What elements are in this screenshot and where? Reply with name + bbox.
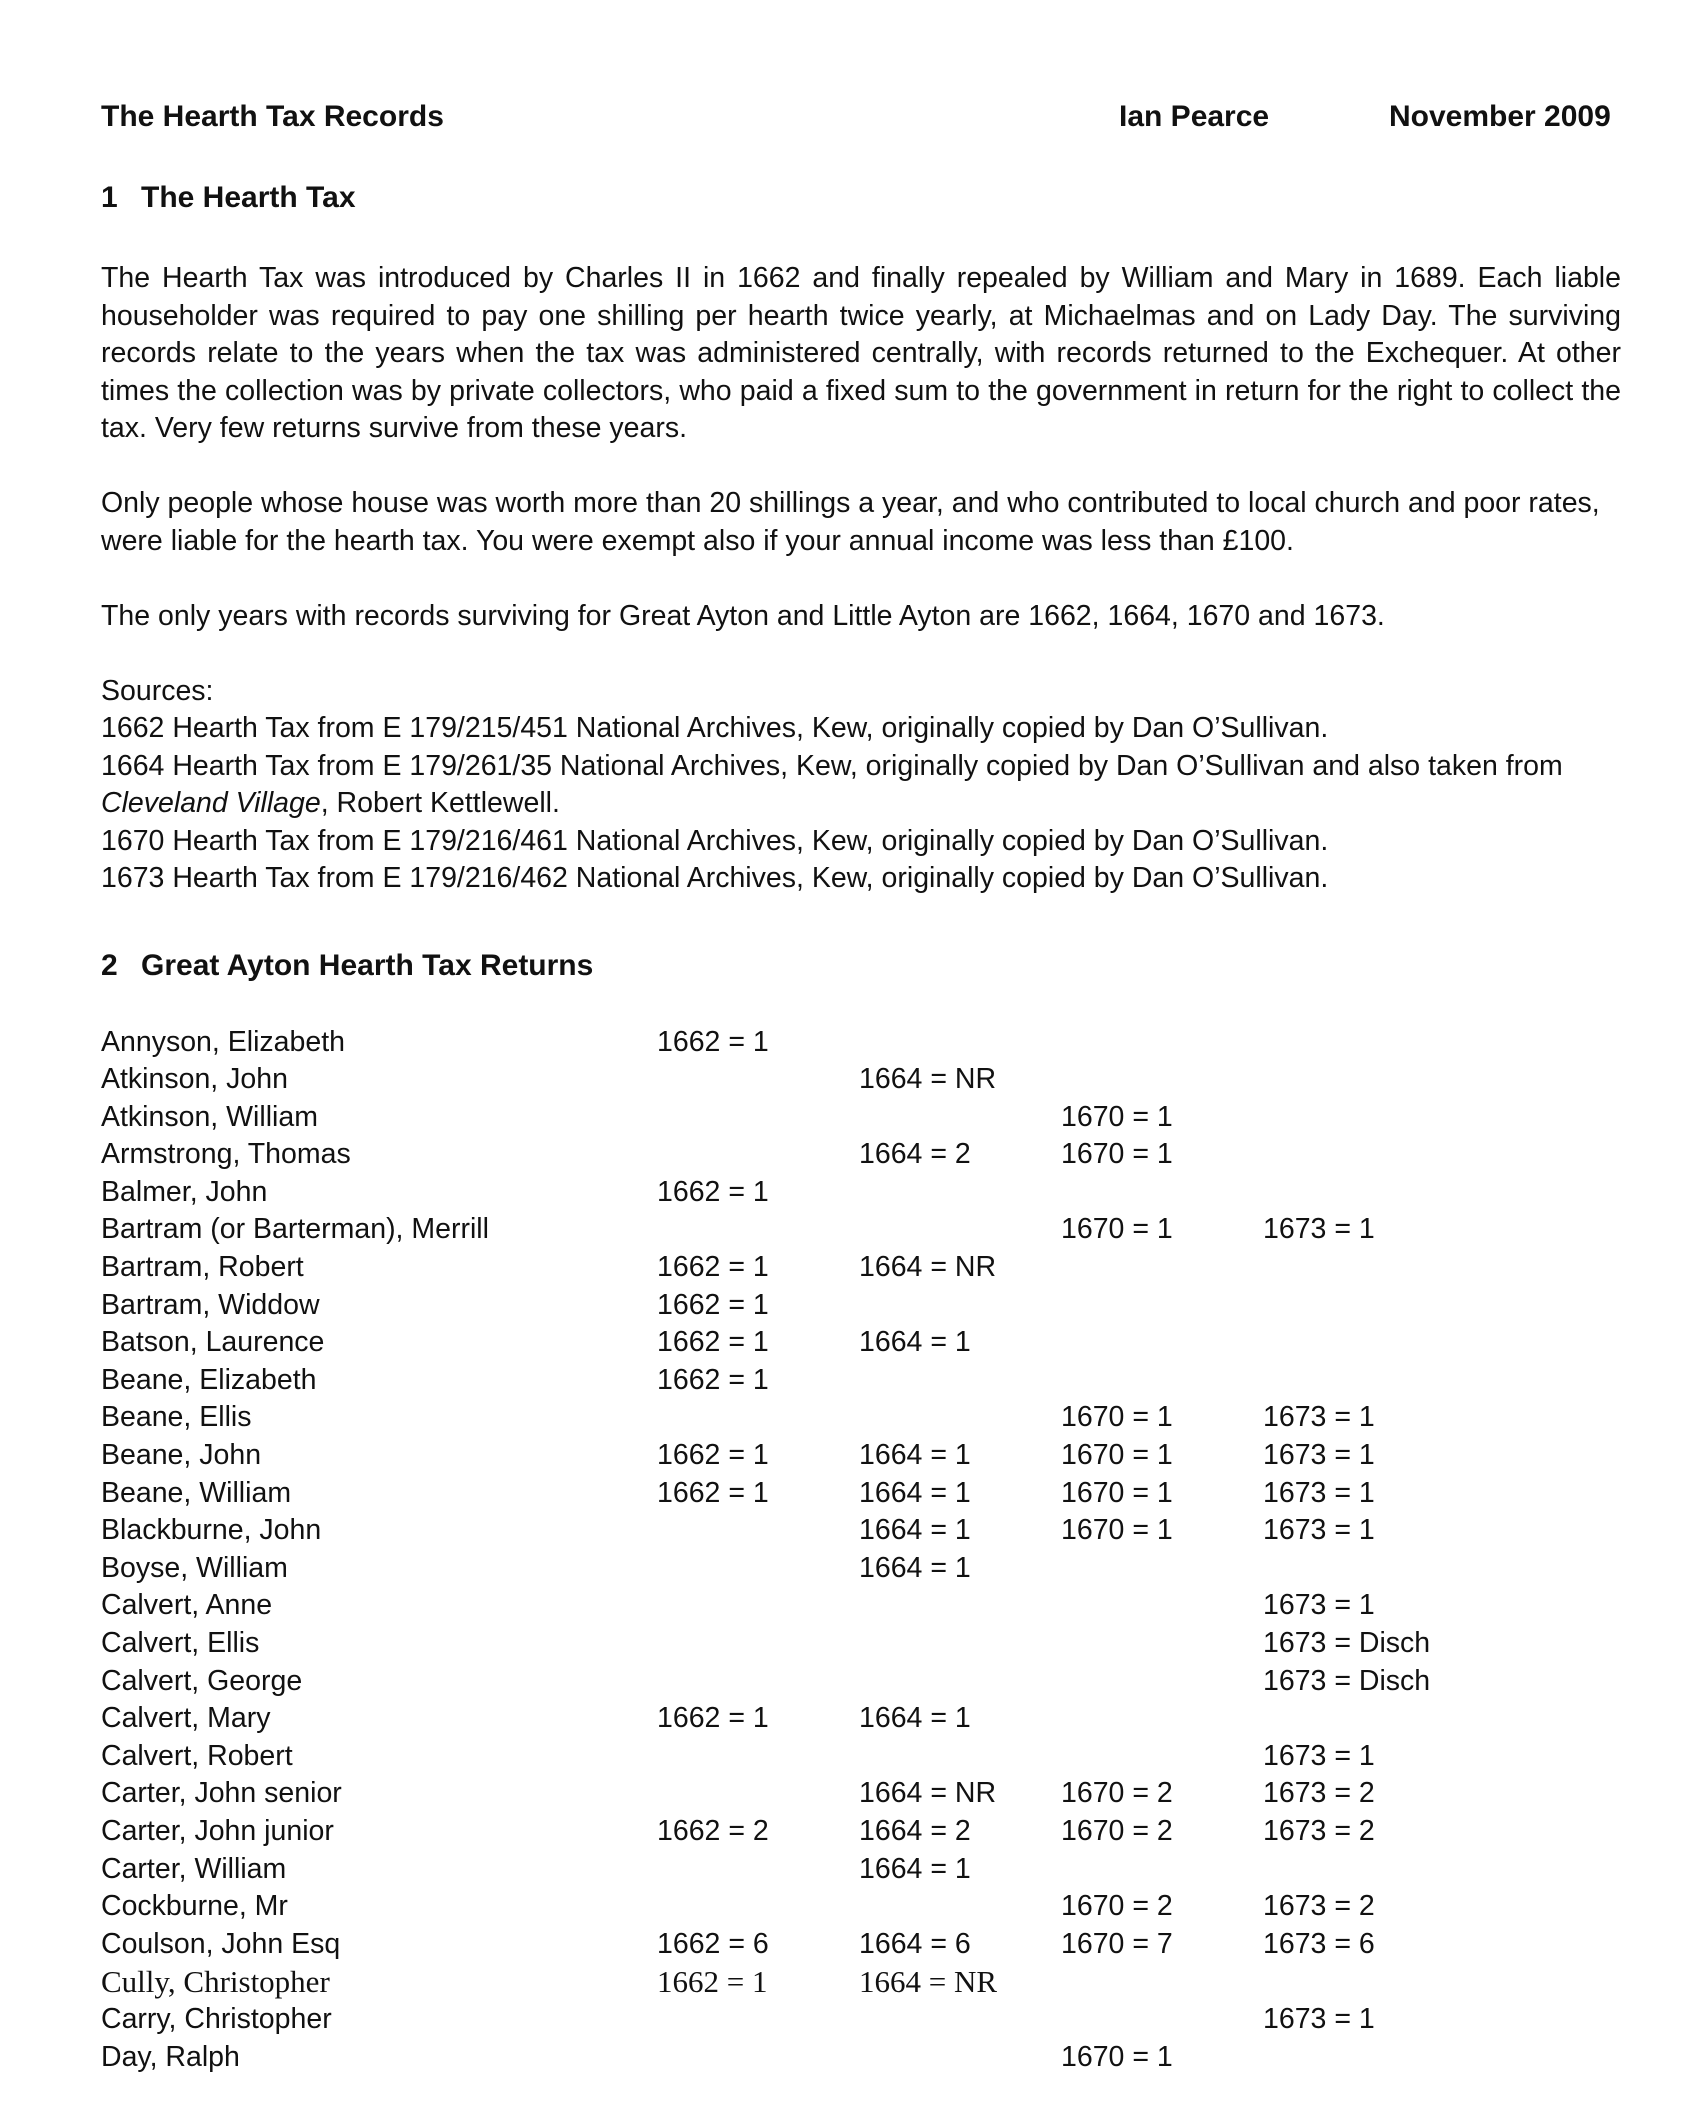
hearths-1670 bbox=[1061, 1174, 1263, 1212]
hearths-1662: 1662 = 1 bbox=[657, 1476, 769, 1509]
hearths-1662: 1662 = 1 bbox=[657, 1439, 769, 1472]
table-row bbox=[101, 1888, 1513, 1926]
householder-name: Beane, Ellis bbox=[101, 1401, 252, 1434]
hearths-1673: 1673 = 2 bbox=[1263, 1814, 1375, 1847]
householder-name: Beane, Elizabeth bbox=[101, 1363, 317, 1396]
hearths-1670 bbox=[1061, 1061, 1263, 1099]
householder-name: Carter, John junior bbox=[101, 1814, 334, 1847]
hearths-1664: 1664 = 6 bbox=[859, 1927, 971, 1960]
householder-name: Atkinson, John bbox=[101, 1063, 288, 1096]
returns-table-body bbox=[101, 1024, 1513, 2077]
hearths-1673: 1673 = 1 bbox=[1263, 2002, 1375, 2035]
hearths-1662: 1662 = 1 bbox=[657, 1175, 769, 1208]
hearths-1662 bbox=[657, 1512, 859, 1550]
hearths-1662 bbox=[657, 1211, 859, 1249]
table-row bbox=[101, 1738, 1513, 1776]
hearths-1673 bbox=[1263, 1249, 1513, 1287]
householder-name: Coulson, John Esq bbox=[101, 1927, 341, 1960]
hearths-1664 bbox=[859, 1587, 1061, 1625]
hearths-1664 bbox=[859, 1024, 1061, 1062]
section-1-title: The Hearth Tax bbox=[141, 181, 356, 214]
hearths-1662 bbox=[657, 1099, 859, 1137]
householder-name: Carter, William bbox=[101, 1852, 287, 1885]
table-row bbox=[101, 1963, 1513, 2001]
hearths-1673 bbox=[1263, 1851, 1513, 1889]
table-row bbox=[101, 1851, 1513, 1889]
householder-name: Calvert, Mary bbox=[101, 1702, 271, 1735]
hearths-1664 bbox=[859, 1362, 1061, 1400]
hearths-1662 bbox=[657, 1550, 859, 1588]
document-header bbox=[101, 100, 1621, 148]
hearths-1662 bbox=[657, 1888, 859, 1926]
table-row bbox=[101, 1587, 1513, 1625]
hearths-1670: 1670 = 2 bbox=[1061, 1814, 1173, 1847]
hearths-1670: 1670 = 1 bbox=[1061, 1213, 1173, 1246]
householder-name: Calvert, Ellis bbox=[101, 1627, 260, 1659]
householder-name: Cockburne, Mr bbox=[101, 1890, 288, 1923]
table-row bbox=[101, 1700, 1513, 1738]
table-row bbox=[101, 1099, 1513, 1137]
householder-name: Batson, Laurence bbox=[101, 1326, 325, 1359]
liability-paragraph: Only people whose house was worth more than 20 shillings a year, and who contributed to local church and poor rates, were liable for the hearth tax. You were exempt also if your annual income was less than £100. bbox=[101, 487, 1600, 557]
hearths-1664 bbox=[859, 1399, 1061, 1437]
householder-name: Blackburne, John bbox=[101, 1514, 322, 1547]
hearths-1662 bbox=[657, 1587, 859, 1625]
hearths-1664: 1664 = NR bbox=[859, 1964, 998, 2000]
table-row bbox=[101, 1813, 1513, 1851]
hearths-1673 bbox=[1263, 2039, 1513, 2077]
hearths-1670 bbox=[1061, 1700, 1263, 1738]
hearths-1673: 1673 = Disch bbox=[1263, 1664, 1431, 1697]
hearths-1664 bbox=[859, 1287, 1061, 1325]
hearths-1664 bbox=[859, 1174, 1061, 1212]
householder-name: Cully, Christopher bbox=[101, 1964, 330, 2000]
hearths-1670 bbox=[1061, 1738, 1263, 1776]
hearths-1664 bbox=[859, 1663, 1061, 1701]
hearths-1673: 1673 = 1 bbox=[1263, 1514, 1375, 1547]
hearths-1673 bbox=[1263, 1061, 1513, 1099]
hearths-1662: 1662 = 1 bbox=[657, 1363, 769, 1396]
householder-name: Boyse, William bbox=[101, 1551, 288, 1584]
hearths-1662: 1662 = 1 bbox=[657, 1326, 769, 1359]
table-row bbox=[101, 2039, 1513, 2077]
hearths-1673 bbox=[1263, 1024, 1513, 1062]
table-row bbox=[101, 1437, 1513, 1475]
table-row bbox=[101, 1625, 1513, 1663]
hearths-1673: 1673 = 1 bbox=[1263, 1476, 1375, 1509]
hearths-1664 bbox=[859, 1099, 1061, 1137]
hearths-1662: 1662 = 2 bbox=[657, 1814, 769, 1847]
hearths-1673: 1673 = 1 bbox=[1263, 1739, 1375, 1772]
hearths-1664: 1664 = NR bbox=[859, 1251, 997, 1284]
hearths-1673 bbox=[1263, 1700, 1513, 1738]
hearths-1670 bbox=[1061, 1663, 1263, 1701]
source-1670: 1670 Hearth Tax from E 179/216/461 National Archives, Kew, originally copied by Dan O’Sullivan. bbox=[101, 824, 1329, 857]
returns-table bbox=[101, 1024, 1513, 2077]
hearths-1664: 1664 = 1 bbox=[859, 1852, 971, 1885]
hearths-1664: 1664 = NR bbox=[859, 1777, 997, 1810]
table-row bbox=[101, 1249, 1513, 1287]
hearths-1670: 1670 = 1 bbox=[1061, 1138, 1173, 1171]
householder-name: Carry, Christopher bbox=[101, 2002, 332, 2035]
table-row bbox=[101, 1061, 1513, 1099]
hearths-1673 bbox=[1263, 1174, 1513, 1212]
hearths-1662 bbox=[657, 1061, 859, 1099]
hearths-1662: 1662 = 1 bbox=[657, 1251, 769, 1284]
hearths-1662 bbox=[657, 1136, 859, 1174]
surviving-years-paragraph: The only years with records surviving for Great Ayton and Little Ayton are 1662, 1664, 1670 and 1673. bbox=[101, 599, 1385, 632]
table-row bbox=[101, 1550, 1513, 1588]
hearths-1673 bbox=[1263, 1136, 1513, 1174]
hearths-1662 bbox=[657, 1625, 859, 1663]
hearths-1673: 1673 = 1 bbox=[1263, 1589, 1375, 1622]
hearths-1662: 1662 = 1 bbox=[657, 1702, 769, 1735]
hearths-1670 bbox=[1061, 1963, 1263, 2001]
hearths-1673 bbox=[1263, 1963, 1513, 2001]
householder-name: Bartram, Robert bbox=[101, 1251, 304, 1284]
hearths-1670 bbox=[1061, 1587, 1263, 1625]
householder-name: Calvert, Robert bbox=[101, 1739, 293, 1772]
householder-name: Balmer, John bbox=[101, 1175, 268, 1208]
hearths-1664: 1664 = 1 bbox=[859, 1551, 971, 1584]
householder-name: Calvert, George bbox=[101, 1664, 303, 1697]
hearths-1664: 1664 = NR bbox=[859, 1063, 997, 1096]
hearths-1670: 1670 = 7 bbox=[1061, 1927, 1173, 1960]
table-row bbox=[101, 1324, 1513, 1362]
sources-label: Sources: bbox=[101, 674, 214, 707]
hearths-1673: 1673 = 1 bbox=[1263, 1213, 1375, 1246]
hearths-1664: 1664 = 2 bbox=[859, 1138, 971, 1171]
householder-name: Bartram, Widdow bbox=[101, 1288, 320, 1321]
householder-name: Bartram (or Barterman), Merrill bbox=[101, 1213, 489, 1246]
table-row bbox=[101, 1362, 1513, 1400]
table-row bbox=[101, 1024, 1513, 1062]
hearths-1664: 1664 = 1 bbox=[859, 1702, 971, 1735]
hearths-1664 bbox=[859, 1888, 1061, 1926]
hearths-1662 bbox=[657, 1738, 859, 1776]
hearths-1670 bbox=[1061, 1362, 1263, 1400]
hearths-1670 bbox=[1061, 1287, 1263, 1325]
hearths-1670: 1670 = 1 bbox=[1061, 1476, 1173, 1509]
source-1664 bbox=[101, 748, 1621, 823]
document-page bbox=[101, 100, 1621, 2076]
table-row bbox=[101, 1512, 1513, 1550]
hearths-1670 bbox=[1061, 2001, 1263, 2039]
document-title: The Hearth Tax Records bbox=[101, 100, 444, 133]
hearths-1662: 1662 = 1 bbox=[657, 1025, 769, 1058]
householder-name: Calvert, Anne bbox=[101, 1589, 273, 1622]
hearths-1662 bbox=[657, 1851, 859, 1889]
intro-paragraph: The Hearth Tax was introduced by Charles II in 1662 and finally repealed by William and Mary in 1689. Each liable householder was required to pay one shilling per hearth twice yearly, at Michaelmas and on Lady Day. The surviving records relate to the years when the tax was administered centrally, with records returned to the Exchequer. At other times the collection was by private collectors, who paid a fixed sum to the government in return for the right to collect the tax. Very few returns survive from these years. bbox=[101, 262, 1621, 444]
hearths-1673 bbox=[1263, 1324, 1513, 1362]
hearths-1662: 1662 = 6 bbox=[657, 1927, 769, 1960]
section-2-heading bbox=[101, 946, 1621, 986]
hearths-1664: 1664 = 2 bbox=[859, 1814, 971, 1847]
source-1662: 1662 Hearth Tax from E 179/215/451 National Archives, Kew, originally copied by Dan O’Sullivan. bbox=[101, 712, 1329, 744]
householder-name: Day, Ralph bbox=[101, 2040, 240, 2073]
source-1664-book-title: Cleveland Village bbox=[101, 787, 321, 819]
source-1664-text: 1664 Hearth Tax from E 179/261/35 National Archives, Kew, originally copied by Dan O’Sullivan and also taken from bbox=[101, 749, 1563, 782]
hearths-1670 bbox=[1061, 1625, 1263, 1663]
table-row bbox=[101, 1287, 1513, 1325]
hearths-1670: 1670 = 1 bbox=[1061, 1401, 1173, 1434]
table-row bbox=[101, 1174, 1513, 1212]
hearths-1664 bbox=[859, 1211, 1061, 1249]
table-row bbox=[101, 1663, 1513, 1701]
section-2-title: Great Ayton Hearth Tax Returns bbox=[141, 948, 594, 982]
hearths-1673: 1673 = 1 bbox=[1263, 1439, 1375, 1472]
table-row bbox=[101, 2001, 1513, 2039]
hearths-1662: 1662 = 1 bbox=[657, 1288, 769, 1321]
hearths-1673: 1673 = 6 bbox=[1263, 1927, 1375, 1960]
table-row bbox=[101, 1399, 1513, 1437]
hearths-1662 bbox=[657, 1775, 859, 1813]
section-1-number: 1 bbox=[101, 181, 118, 214]
hearths-1673: 1673 = 2 bbox=[1263, 1890, 1375, 1923]
table-row bbox=[101, 1926, 1513, 1964]
table-row bbox=[101, 1136, 1513, 1174]
hearths-1670 bbox=[1061, 1324, 1263, 1362]
hearths-1673 bbox=[1263, 1550, 1513, 1588]
hearths-1670 bbox=[1061, 1851, 1263, 1889]
hearths-1670: 1670 = 1 bbox=[1061, 1514, 1173, 1547]
householder-name: Beane, William bbox=[101, 1476, 292, 1509]
hearths-1670: 1670 = 1 bbox=[1061, 2040, 1173, 2073]
hearths-1662 bbox=[657, 1399, 859, 1437]
hearths-1662 bbox=[657, 2001, 859, 2039]
hearths-1664: 1664 = 1 bbox=[859, 1476, 971, 1509]
hearths-1662: 1662 = 1 bbox=[657, 1964, 768, 2000]
hearths-1670: 1670 = 2 bbox=[1061, 1777, 1173, 1810]
hearths-1673 bbox=[1263, 1287, 1513, 1325]
hearths-1670: 1670 = 2 bbox=[1061, 1890, 1173, 1923]
document-date: November 2009 bbox=[1389, 100, 1611, 133]
document-author: Ian Pearce bbox=[1119, 100, 1270, 133]
hearths-1670: 1670 = 1 bbox=[1061, 1100, 1173, 1133]
section-great-ayton-returns bbox=[101, 946, 1621, 2077]
section-2-number: 2 bbox=[101, 948, 118, 982]
hearths-1673: 1673 = Disch bbox=[1263, 1627, 1431, 1659]
hearths-1673 bbox=[1263, 1362, 1513, 1400]
householder-name: Beane, John bbox=[101, 1439, 262, 1472]
hearths-1673: 1673 = 2 bbox=[1263, 1777, 1375, 1810]
householder-name: Atkinson, William bbox=[101, 1100, 318, 1133]
table-row bbox=[101, 1475, 1513, 1513]
hearths-1673 bbox=[1263, 1099, 1513, 1137]
hearths-1664 bbox=[859, 1738, 1061, 1776]
householder-name: Annyson, Elizabeth bbox=[101, 1025, 345, 1058]
table-row bbox=[101, 1211, 1513, 1249]
hearths-1670: 1670 = 1 bbox=[1061, 1439, 1173, 1472]
hearths-1664: 1664 = 1 bbox=[859, 1439, 971, 1472]
hearths-1670 bbox=[1061, 1024, 1263, 1062]
table-row bbox=[101, 1775, 1513, 1813]
householder-name: Armstrong, Thomas bbox=[101, 1138, 351, 1171]
hearths-1673: 1673 = 1 bbox=[1263, 1401, 1375, 1434]
hearths-1664 bbox=[859, 2001, 1061, 2039]
hearths-1662 bbox=[657, 1663, 859, 1701]
section-hearth-tax bbox=[101, 178, 1621, 898]
hearths-1670 bbox=[1061, 1249, 1263, 1287]
section-1-heading bbox=[101, 178, 1621, 218]
hearths-1664: 1664 = 1 bbox=[859, 1514, 971, 1547]
householder-name: Carter, John senior bbox=[101, 1777, 342, 1810]
source-1673: 1673 Hearth Tax from E 179/216/462 National Archives, Kew, originally copied by Dan O’Sullivan. bbox=[101, 862, 1329, 894]
source-1664-author: , Robert Kettlewell. bbox=[320, 787, 560, 819]
hearths-1664 bbox=[859, 2039, 1061, 2077]
hearths-1664 bbox=[859, 1625, 1061, 1663]
hearths-1662 bbox=[657, 2039, 859, 2077]
hearths-1664: 1664 = 1 bbox=[859, 1326, 971, 1359]
hearths-1670 bbox=[1061, 1550, 1263, 1588]
